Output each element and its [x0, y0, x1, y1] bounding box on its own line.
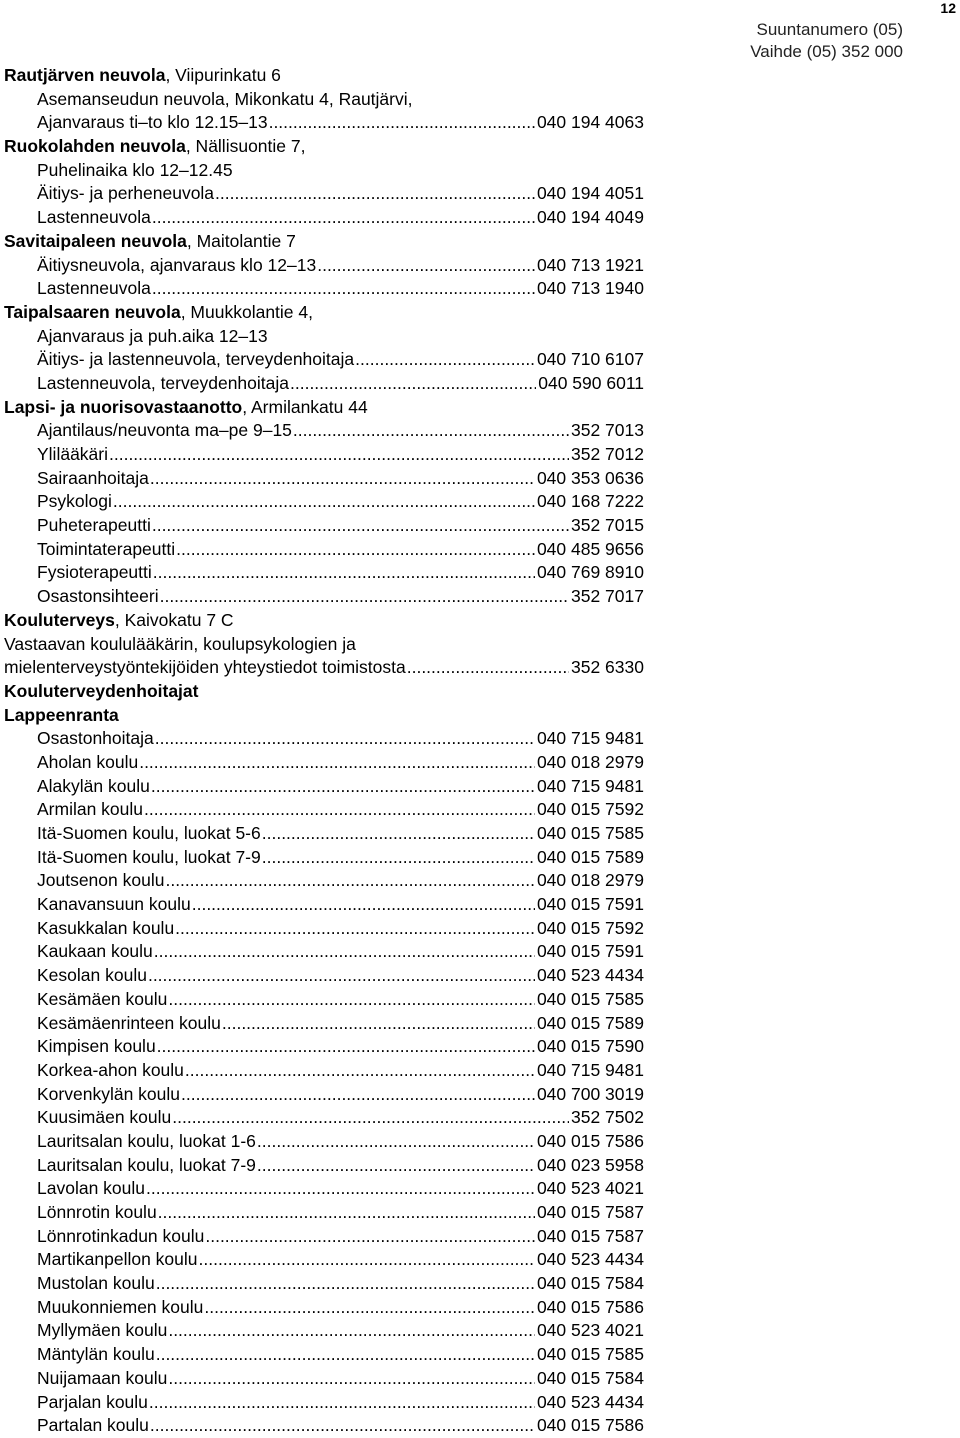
dot-leader [290, 372, 536, 396]
directory-entry [4, 846, 644, 870]
dot-leader [185, 1059, 535, 1083]
directory-entry [4, 775, 644, 799]
phone-number: 040 710 6107 [536, 349, 644, 370]
dot-leader [168, 988, 535, 1012]
dot-leader [148, 964, 535, 988]
heading-address: , Nällisuontie 7, [185, 136, 306, 157]
section-heading [4, 301, 644, 325]
directory-entry [4, 1296, 644, 1320]
directory-entry [4, 206, 644, 230]
dot-leader [317, 254, 535, 278]
directory-entry [4, 727, 644, 751]
entry-label: mielenterveystyöntekijöiden yhteystiedot toimistosta [4, 657, 406, 678]
directory-entry [4, 1012, 644, 1036]
dot-leader [153, 561, 535, 585]
phone-number: 040 015 7585 [536, 823, 644, 843]
phone-number: 352 6330 [571, 657, 644, 678]
phone-number: 040 015 7585 [536, 988, 644, 1009]
phone-number: 040 194 4049 [536, 207, 644, 228]
dot-leader [199, 1248, 535, 1272]
dot-leader [407, 656, 569, 680]
directory-entry [4, 1343, 644, 1367]
phone-number: 040 168 7222 [536, 491, 644, 512]
dot-leader [181, 1083, 535, 1107]
entry-label: Äitiysneuvola, ajanvaraus klo 12–13 [37, 254, 317, 275]
dot-leader [222, 1012, 535, 1036]
dot-leader [157, 1035, 535, 1059]
entry-label: Fysioterapeutti [37, 562, 152, 583]
directory-entry [4, 1177, 644, 1201]
phone-number: 040 590 6011 [538, 372, 644, 393]
heading-title: Kouluterveys [4, 609, 115, 630]
dot-leader [168, 1319, 535, 1343]
directory-entry [4, 1225, 644, 1249]
entry-label: Kesämäenrinteen koulu [37, 1012, 221, 1033]
entry-label: Lastenneuvola, terveydenhoitaja [37, 372, 289, 393]
dot-leader [262, 822, 535, 846]
dot-leader [269, 111, 535, 135]
entry-label: Lavolan koulu [37, 1178, 145, 1199]
directory-entry [4, 277, 644, 301]
entry-label: Osastonsihteeri [37, 586, 159, 607]
entry-label: Aholan koulu [37, 751, 139, 772]
entry-label: Sairaanhoitaja [37, 467, 149, 488]
directory-entry [4, 561, 644, 585]
dot-leader [113, 490, 535, 514]
section-heading [4, 135, 644, 159]
phone-number: 040 485 9656 [536, 538, 644, 559]
heading-address: , Viipurinkatu 6 [165, 65, 281, 85]
directory-entry [4, 1319, 644, 1343]
entry-label: Partalan koulu [37, 1415, 149, 1436]
phone-number: 040 015 7591 [536, 941, 644, 962]
dot-leader [156, 1343, 535, 1367]
entry-label: Mäntylän koulu [37, 1344, 155, 1365]
dot-leader [146, 1177, 535, 1201]
directory-entry [4, 348, 644, 372]
dot-leader [205, 1225, 535, 1249]
phone-number: 040 194 4051 [536, 183, 644, 204]
phone-number: 040 015 7590 [536, 1036, 644, 1057]
dot-leader [160, 585, 569, 609]
phone-number: 040 015 7592 [536, 799, 644, 820]
heading-title: Taipalsaaren neuvola [4, 301, 181, 322]
directory-entry [4, 988, 644, 1012]
directory-entry [4, 1201, 644, 1225]
directory-entry [4, 940, 644, 964]
entry-label: Ajanvaraus ti–to klo 12.15–13 [37, 112, 268, 133]
dot-leader [262, 846, 535, 870]
dot-leader [215, 182, 535, 206]
phone-number: 040 015 7584 [536, 1367, 644, 1388]
entry-label: Puheterapeutti [37, 515, 151, 536]
phone-number: 040 715 9481 [536, 775, 644, 796]
phone-number: 040 015 7585 [536, 1344, 644, 1365]
heading-title: Lapsi- ja nuorisovastaanotto [4, 396, 243, 417]
dot-leader [150, 467, 535, 491]
dot-leader [204, 1296, 535, 1320]
directory-entry [4, 1154, 644, 1178]
phone-number: 040 523 4021 [536, 1178, 644, 1199]
phone-number: 040 015 7589 [536, 846, 644, 867]
directory-entry [4, 869, 644, 893]
phone-number: 040 015 7586 [536, 1296, 644, 1317]
directory-entry [4, 1106, 644, 1130]
entry-label: Kesämäen koulu [37, 988, 168, 1009]
heading-title: Savitaipaleen neuvola [4, 230, 187, 251]
heading-title: Lappeenranta [4, 704, 119, 725]
dot-leader [149, 1391, 535, 1415]
entry-label: Lastenneuvola [37, 207, 151, 228]
entry-label: Lauritsalan koulu, luokat 1-6 [37, 1130, 256, 1151]
dot-leader [152, 514, 569, 538]
directory-entry [4, 1130, 644, 1154]
entry-label: Kimpisen koulu [37, 1036, 156, 1057]
section-heading [4, 704, 644, 728]
phone-number: 040 523 4021 [536, 1320, 644, 1341]
dot-leader [144, 798, 535, 822]
entry-label: Kasukkalan koulu [37, 917, 175, 938]
entry-label: Joutsenon koulu [37, 870, 165, 891]
heading-title: Ruokolahden neuvola [4, 136, 186, 157]
phone-number: 352 7017 [571, 586, 644, 607]
directory-entry [4, 254, 644, 278]
directory-entry [4, 182, 644, 206]
info-text [4, 88, 644, 112]
heading-address: , Muukkolantie 4, [180, 301, 313, 322]
phone-number: 040 015 7587 [536, 1202, 644, 1222]
directory-entry [4, 1059, 644, 1083]
entry-label: Armilan koulu [37, 799, 144, 820]
phone-number: 040 523 4434 [536, 1391, 644, 1412]
directory-entry [4, 751, 644, 775]
header-switchboard: Vaihde (05) 352 000 [750, 42, 903, 61]
heading-address: , Maitolantie 7 [186, 230, 296, 251]
entry-label: Psykologi [37, 491, 112, 512]
phone-number: 352 7015 [571, 515, 644, 536]
phone-number: 040 713 1940 [536, 278, 644, 299]
section-heading [4, 64, 644, 88]
directory-entry [4, 514, 644, 538]
phone-number: 040 700 3019 [536, 1083, 644, 1104]
phone-number: 040 353 0636 [536, 467, 644, 488]
dot-leader [139, 751, 535, 775]
entry-label: Muukonniemen koulu [37, 1296, 204, 1317]
entry-label: Korkea-ahon koulu [37, 1059, 184, 1080]
section-heading [4, 396, 644, 420]
heading-address: , Kaivokatu 7 C [114, 609, 234, 630]
dot-leader [150, 1414, 535, 1438]
directory-entry [4, 1414, 644, 1438]
entry-label: Äitiys- ja perheneuvola [37, 183, 215, 204]
entry-label: Osastonhoitaja [37, 728, 154, 749]
phone-number: 040 023 5958 [536, 1154, 644, 1175]
phone-number: 040 015 7592 [536, 917, 644, 938]
dot-leader [155, 727, 535, 751]
phone-number: 040 194 4063 [536, 112, 644, 133]
phone-number: 352 7502 [571, 1107, 644, 1128]
entry-label: Nuijamaan koulu [37, 1367, 168, 1388]
dot-leader [168, 1367, 535, 1391]
dot-leader [176, 538, 535, 562]
directory-entry [4, 1035, 644, 1059]
directory-entry [4, 372, 644, 396]
entry-label: Korvenkylän koulu [37, 1083, 180, 1104]
section-heading [4, 609, 644, 633]
entry-label: Itä-Suomen koulu, luokat 7-9 [37, 846, 261, 867]
dot-leader [257, 1130, 535, 1154]
phone-number: 040 015 7586 [536, 1130, 644, 1151]
phone-number: 040 523 4434 [536, 965, 644, 986]
entry-label: Mustolan koulu [37, 1273, 155, 1294]
directory-entry [4, 1248, 644, 1272]
dot-leader [152, 206, 535, 230]
info-text [4, 633, 644, 657]
section-heading [4, 230, 644, 254]
entry-label: Lauritsalan koulu, luokat 7-9 [37, 1154, 256, 1175]
phone-number: 040 713 1921 [536, 254, 644, 275]
phone-number: 040 715 9481 [536, 728, 644, 749]
dot-leader [165, 869, 534, 893]
entry-label: Parjalan koulu [37, 1391, 148, 1412]
dot-leader [152, 277, 535, 301]
page-header [750, 19, 903, 63]
header-area-code: Suuntanumero (05) [756, 20, 903, 39]
entry-label: Kuusimäen koulu [37, 1107, 172, 1128]
directory-entry [4, 917, 644, 941]
dot-leader [154, 940, 535, 964]
phone-directory [4, 64, 644, 1438]
directory-entry [4, 1391, 644, 1415]
entry-label: Lastenneuvola [37, 278, 151, 299]
page-number: 12 [940, 0, 956, 16]
directory-entry [4, 822, 644, 846]
dot-leader [156, 1272, 535, 1296]
phone-number: 040 015 7591 [536, 894, 644, 915]
entry-label: Alakylän koulu [37, 775, 150, 796]
entry-label: Kesolan koulu [37, 965, 147, 986]
phone-number: 040 715 9481 [536, 1059, 644, 1080]
directory-entry [4, 964, 644, 988]
entry-label: Kaukaan koulu [37, 941, 153, 962]
directory-entry [4, 467, 644, 491]
heading-title: Rautjärven neuvola [4, 65, 166, 85]
info-text-content: Ajanvaraus ja puh.aika 12–13 [37, 325, 268, 346]
entry-label: Kanavansuun koulu [37, 894, 191, 915]
phone-number: 040 523 4434 [536, 1249, 644, 1270]
dot-leader [293, 419, 569, 443]
entry-label: Toimintaterapeutti [37, 538, 176, 559]
entry-label: Lönnrotin koulu [37, 1202, 157, 1222]
phone-number: 352 7013 [571, 420, 644, 441]
info-text [4, 159, 644, 183]
phone-number: 040 769 8910 [536, 562, 644, 583]
entry-label: Ylilääkäri [37, 444, 108, 464]
heading-address: , Armilankatu 44 [242, 396, 368, 417]
directory-entry [4, 490, 644, 514]
directory-entry [4, 443, 644, 467]
directory-entry [4, 798, 644, 822]
heading-title: Kouluterveydenhoitajat [4, 680, 199, 701]
directory-entry [4, 111, 644, 135]
directory-entry [4, 656, 644, 680]
phone-number: 352 7012 [571, 444, 644, 464]
section-heading [4, 680, 644, 704]
dot-leader [257, 1154, 535, 1178]
dot-leader [192, 893, 535, 917]
entry-label: Lönnrotinkadun koulu [37, 1225, 205, 1246]
phone-number: 040 018 2979 [536, 870, 644, 891]
dot-leader [109, 443, 569, 467]
entry-label: Martikanpellon koulu [37, 1249, 198, 1270]
entry-label: Myllymäen koulu [37, 1320, 168, 1341]
entry-label: Äitiys- ja lastenneuvola, terveydenhoitaja [37, 349, 355, 370]
directory-entry [4, 538, 644, 562]
dot-leader [158, 1201, 535, 1225]
info-text-content: Vastaavan koululääkärin, koulupsykologien ja [4, 633, 356, 654]
directory-entry [4, 419, 644, 443]
directory-entry [4, 893, 644, 917]
phone-number: 040 015 7586 [536, 1415, 644, 1436]
phone-number: 040 015 7587 [536, 1225, 644, 1246]
phone-number: 040 015 7584 [536, 1273, 644, 1294]
info-text-content: Puhelinaika klo 12–12.45 [37, 159, 233, 180]
info-text-content: Asemanseudun neuvola, Mikonkatu 4, Rautjärvi, [37, 88, 413, 109]
dot-leader [172, 1106, 569, 1130]
info-text [4, 325, 644, 349]
dot-leader [151, 775, 535, 799]
entry-label: Itä-Suomen koulu, luokat 5-6 [37, 823, 261, 843]
dot-leader [175, 917, 535, 941]
directory-entry [4, 1272, 644, 1296]
phone-number: 040 015 7589 [536, 1012, 644, 1033]
directory-entry [4, 1083, 644, 1107]
directory-entry [4, 1367, 644, 1391]
dot-leader [355, 348, 535, 372]
entry-label: Ajantilaus/neuvonta ma–pe 9–15 [37, 420, 292, 441]
phone-number: 040 018 2979 [536, 751, 644, 772]
directory-entry [4, 585, 644, 609]
